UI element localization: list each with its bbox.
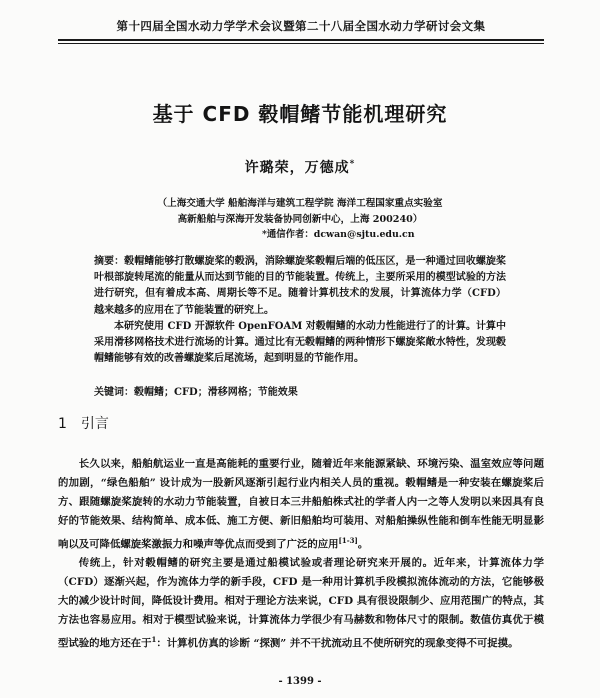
section-heading <box>58 413 109 433</box>
author-line <box>0 157 600 177</box>
header-rule-thin <box>58 43 544 44</box>
abstract <box>94 254 506 367</box>
page-number: - 1399 - <box>278 676 322 687</box>
header-rule-thick <box>58 39 544 41</box>
abstract-label: 摘要： <box>94 256 125 267</box>
corresponding-author: *通信作者：dcwan@sjtu.edu.cn <box>262 229 415 240</box>
citation-ref: [1-3] <box>338 536 358 545</box>
section-title: 引言 <box>80 416 109 432</box>
body-paragraph-1: 长久以来，船舶航运业一直是高能耗的重要行业，随着近年来能源紧缺、环境污染、温室效应等问题的加剧，“绿色船舶” 设计成为一股新风逐渐引起行业内相关人员的重视。毂帽鳍是一种安装在螺旋桨后方、跟随螺旋桨旋转的水动力节能装置，自被日本三井船舶株式社的学者人内一之等人发明以来因具有良好的节能效果、结构简单、成本低、施工方便、新旧船舶均可装用、对船舶操纵性能和倒车性能无明显影响以及可降低螺旋桨激振力和噪声等优点而受到了广泛的应用[1-3]。 <box>58 458 544 551</box>
paper-title: 基于 CFD 毂帽鳍节能机理研究 <box>152 102 448 126</box>
abstract-paragraph-1: 摘要：毂帽鳍能够打散螺旋桨的毂涡，消除螺旋桨毂帽后端的低压区，是一种通过回收螺旋桨叶根部旋转尾流的能量从而达到节能的目的节能装置。传统上，主要所采用的模型试验的方法进行研究，但有着成本高、周期长等不足。随着计算机技术的发展，计算流体力学（CFD）越来越多的应用在了节能装置的研究上。 <box>94 256 507 316</box>
keywords-text: 毂帽鳍；CFD；滑移网格；节能效果 <box>134 387 298 398</box>
corresponding-mark: * <box>349 159 356 170</box>
body-paragraph-2: 传统上，针对毂帽鳍的研究主要是通过船模试验或者理论研究来开展的。近年来，计算流体力学（CFD）逐渐兴起，作为流体力学的新手段，CFD 是一种用计算机手段模拟流体流动的方法，它能够极大的减少设计时间，降低设计费用。相对于理论方法来说，CFD 具有很设限制少、应用范围广的特点，其方法也容易应用。相对于模型试验来说，计算流体力学很少有马赫数和物体尺寸的限制。数值仿真优于模型试验的地方还在于$^1$：计算机仿真的诊断 “探测” 并不干扰流动且不使所研究的现象变得不可捉摸。 <box>58 557 544 650</box>
affiliation-line-1: （上海交通大学 船舶海洋与建筑工程学院 海洋工程国家重点实验室 <box>157 198 443 209</box>
proceedings-header: 第十四届全国水动力学学术会议暨第二十八届全国水动力学研讨会文集 <box>116 19 486 33</box>
body-text <box>58 455 544 654</box>
section-number: 1 <box>58 416 67 432</box>
abstract-paragraph-2: 本研究使用 CFD 开源软件 OpenFOAM 对毂帽鳍的水动力性能进行了的计算。计算中采用滑移网格技术进行流场的计算。通过比有无毂帽鳍的两种情形下螺旋桨敞水特性，发现毂帽鳍能够有效的改善螺旋桨后尾流场，起到明显的节能作用。 <box>94 320 506 365</box>
keywords-label: 关键词： <box>94 387 134 398</box>
author-names: 许璐荣，万德成 <box>244 160 350 176</box>
citation-ref: 1 <box>151 635 157 645</box>
keywords <box>94 383 298 398</box>
affiliation-line-2: 高新船舶与深海开发装备协同创新中心，上海 200240） <box>177 214 423 225</box>
